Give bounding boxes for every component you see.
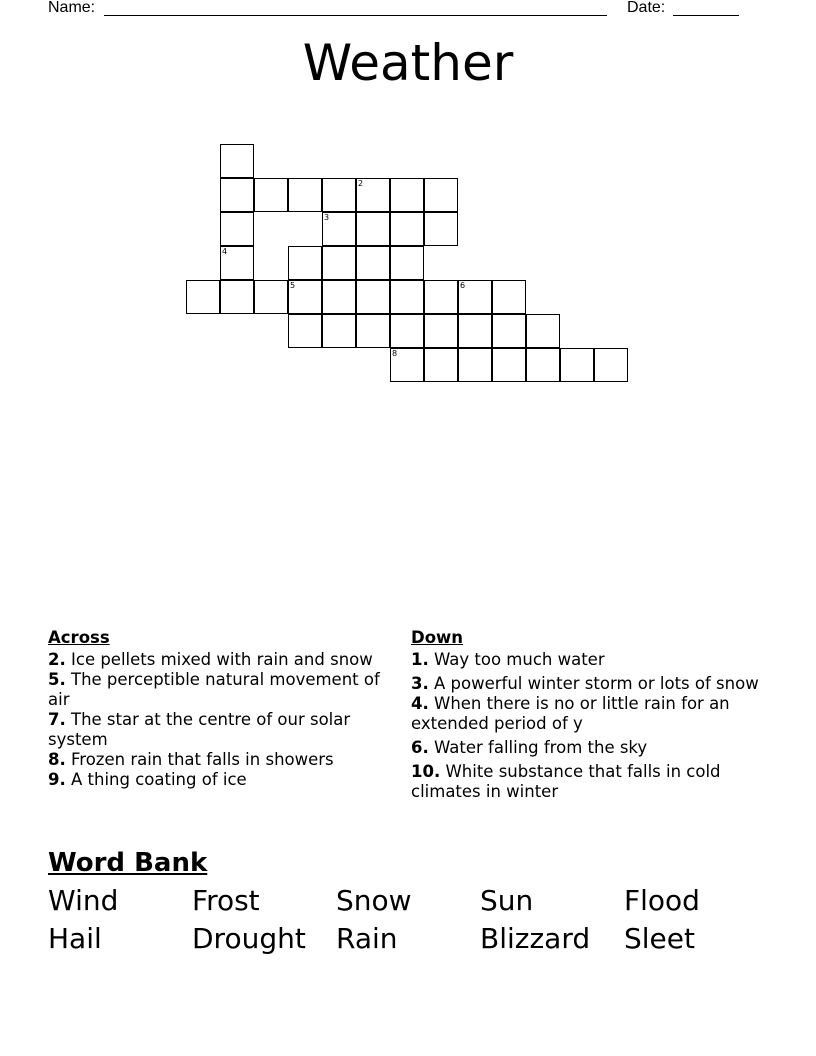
- crossword-cell[interactable]: [288, 280, 322, 314]
- crossword-cell[interactable]: [322, 280, 356, 314]
- crossword-cell[interactable]: [356, 178, 390, 212]
- across-clue: [48, 750, 388, 770]
- word-bank-word: Flood: [624, 884, 700, 917]
- clue-number: 2.: [48, 650, 66, 669]
- clue-text: A powerful winter storm or lots of snow: [434, 674, 759, 693]
- crossword-cell[interactable]: [186, 280, 220, 314]
- word-bank-word: Rain: [336, 922, 398, 955]
- down-heading: Down: [411, 628, 464, 647]
- clue-number: 9.: [48, 770, 66, 789]
- crossword-cell[interactable]: [288, 246, 322, 280]
- crossword-cell[interactable]: [220, 212, 254, 246]
- across-clue: [48, 670, 388, 710]
- crossword-cell[interactable]: [458, 314, 492, 348]
- down-clues: [411, 628, 761, 802]
- crossword-cell[interactable]: [322, 178, 356, 212]
- clue-number: 4.: [411, 694, 429, 713]
- word-bank-title: Word Bank: [48, 848, 208, 878]
- clue-number-label: 6: [460, 281, 466, 290]
- clue-text: Frozen rain that falls in showers: [71, 750, 334, 769]
- crossword-cell[interactable]: [220, 280, 254, 314]
- crossword-cell[interactable]: [424, 178, 458, 212]
- crossword-cell[interactable]: [492, 314, 526, 348]
- crossword-cell[interactable]: [458, 280, 492, 314]
- crossword-cell[interactable]: [356, 246, 390, 280]
- word-bank-word: Sun: [480, 884, 534, 917]
- down-clue: [411, 674, 761, 694]
- crossword-cell[interactable]: [288, 314, 322, 348]
- crossword-cell[interactable]: [220, 144, 254, 178]
- across-clues: [48, 628, 388, 790]
- crossword-cell[interactable]: [424, 348, 458, 382]
- crossword-cell[interactable]: [492, 348, 526, 382]
- clue-number: 7.: [48, 710, 66, 729]
- clue-number-label: 2: [358, 179, 364, 188]
- crossword-cell[interactable]: [322, 246, 356, 280]
- clue-number-label: 3: [324, 213, 330, 222]
- crossword-cell[interactable]: [424, 314, 458, 348]
- across-clue: [48, 710, 388, 750]
- clue-text: Water falling from the sky: [434, 738, 648, 757]
- across-clue: [48, 770, 388, 790]
- crossword-cell[interactable]: [526, 314, 560, 348]
- word-bank-word: Frost: [192, 884, 260, 917]
- crossword-cell[interactable]: [356, 280, 390, 314]
- across-heading: Across: [48, 628, 110, 647]
- clue-number: 1.: [411, 650, 429, 669]
- down-clue: [411, 762, 761, 802]
- clue-text: Ice pellets mixed with rain and snow: [71, 650, 373, 669]
- clue-number: 10.: [411, 762, 441, 781]
- crossword-cell[interactable]: [424, 212, 458, 246]
- clue-number-label: 8: [392, 349, 398, 358]
- crossword-cell[interactable]: [390, 246, 424, 280]
- crossword-cell[interactable]: [560, 348, 594, 382]
- page-title: Weather: [302, 34, 514, 92]
- crossword-cell[interactable]: [254, 178, 288, 212]
- name-label: Name:: [48, 0, 96, 16]
- crossword-cell[interactable]: [390, 314, 424, 348]
- word-bank-word: Hail: [48, 922, 102, 955]
- down-clue: [411, 738, 761, 758]
- clue-number: 5.: [48, 670, 66, 689]
- crossword-cell[interactable]: [458, 348, 492, 382]
- crossword-cell[interactable]: [220, 246, 254, 280]
- crossword-cell[interactable]: [356, 212, 390, 246]
- crossword-cell[interactable]: [322, 314, 356, 348]
- crossword-cell[interactable]: [356, 314, 390, 348]
- crossword-cell[interactable]: [390, 280, 424, 314]
- clue-text: White substance that falls in cold climates in winter: [411, 762, 721, 801]
- clue-text: The star at the centre of our solar system: [48, 710, 351, 749]
- date-line[interactable]: [673, 15, 739, 16]
- clue-number-label: 4: [222, 247, 228, 256]
- crossword-cell[interactable]: [254, 280, 288, 314]
- clue-text: A thing coating of ice: [71, 770, 247, 789]
- date-label: Date:: [627, 0, 666, 16]
- clue-number: 3.: [411, 674, 429, 693]
- clue-text: Way too much water: [434, 650, 605, 669]
- crossword-cell[interactable]: [424, 280, 458, 314]
- crossword-cell[interactable]: [594, 348, 628, 382]
- word-bank-word: Drought: [192, 922, 306, 955]
- crossword-cell[interactable]: [526, 348, 560, 382]
- clue-text: When there is no or little rain for an extended period of y: [411, 694, 730, 733]
- word-bank-word: Snow: [336, 884, 412, 917]
- across-clue: [48, 650, 388, 670]
- crossword-cell[interactable]: [492, 280, 526, 314]
- word-bank-word: Wind: [48, 884, 119, 917]
- down-clue: [411, 694, 761, 734]
- clue-number: 6.: [411, 738, 429, 757]
- crossword-cell[interactable]: [288, 178, 322, 212]
- name-line[interactable]: [104, 15, 607, 16]
- clue-number: 8.: [48, 750, 66, 769]
- crossword-cell[interactable]: [390, 348, 424, 382]
- clue-text: The perceptible natural movement of air: [48, 670, 380, 709]
- crossword-cell[interactable]: [390, 212, 424, 246]
- clue-number-label: 5: [290, 281, 296, 290]
- crossword-cell[interactable]: [390, 178, 424, 212]
- word-bank-word: Blizzard: [480, 922, 591, 955]
- crossword-cell[interactable]: [322, 212, 356, 246]
- down-clue: [411, 650, 761, 670]
- crossword-cell[interactable]: [220, 178, 254, 212]
- word-bank-word: Sleet: [624, 922, 695, 955]
